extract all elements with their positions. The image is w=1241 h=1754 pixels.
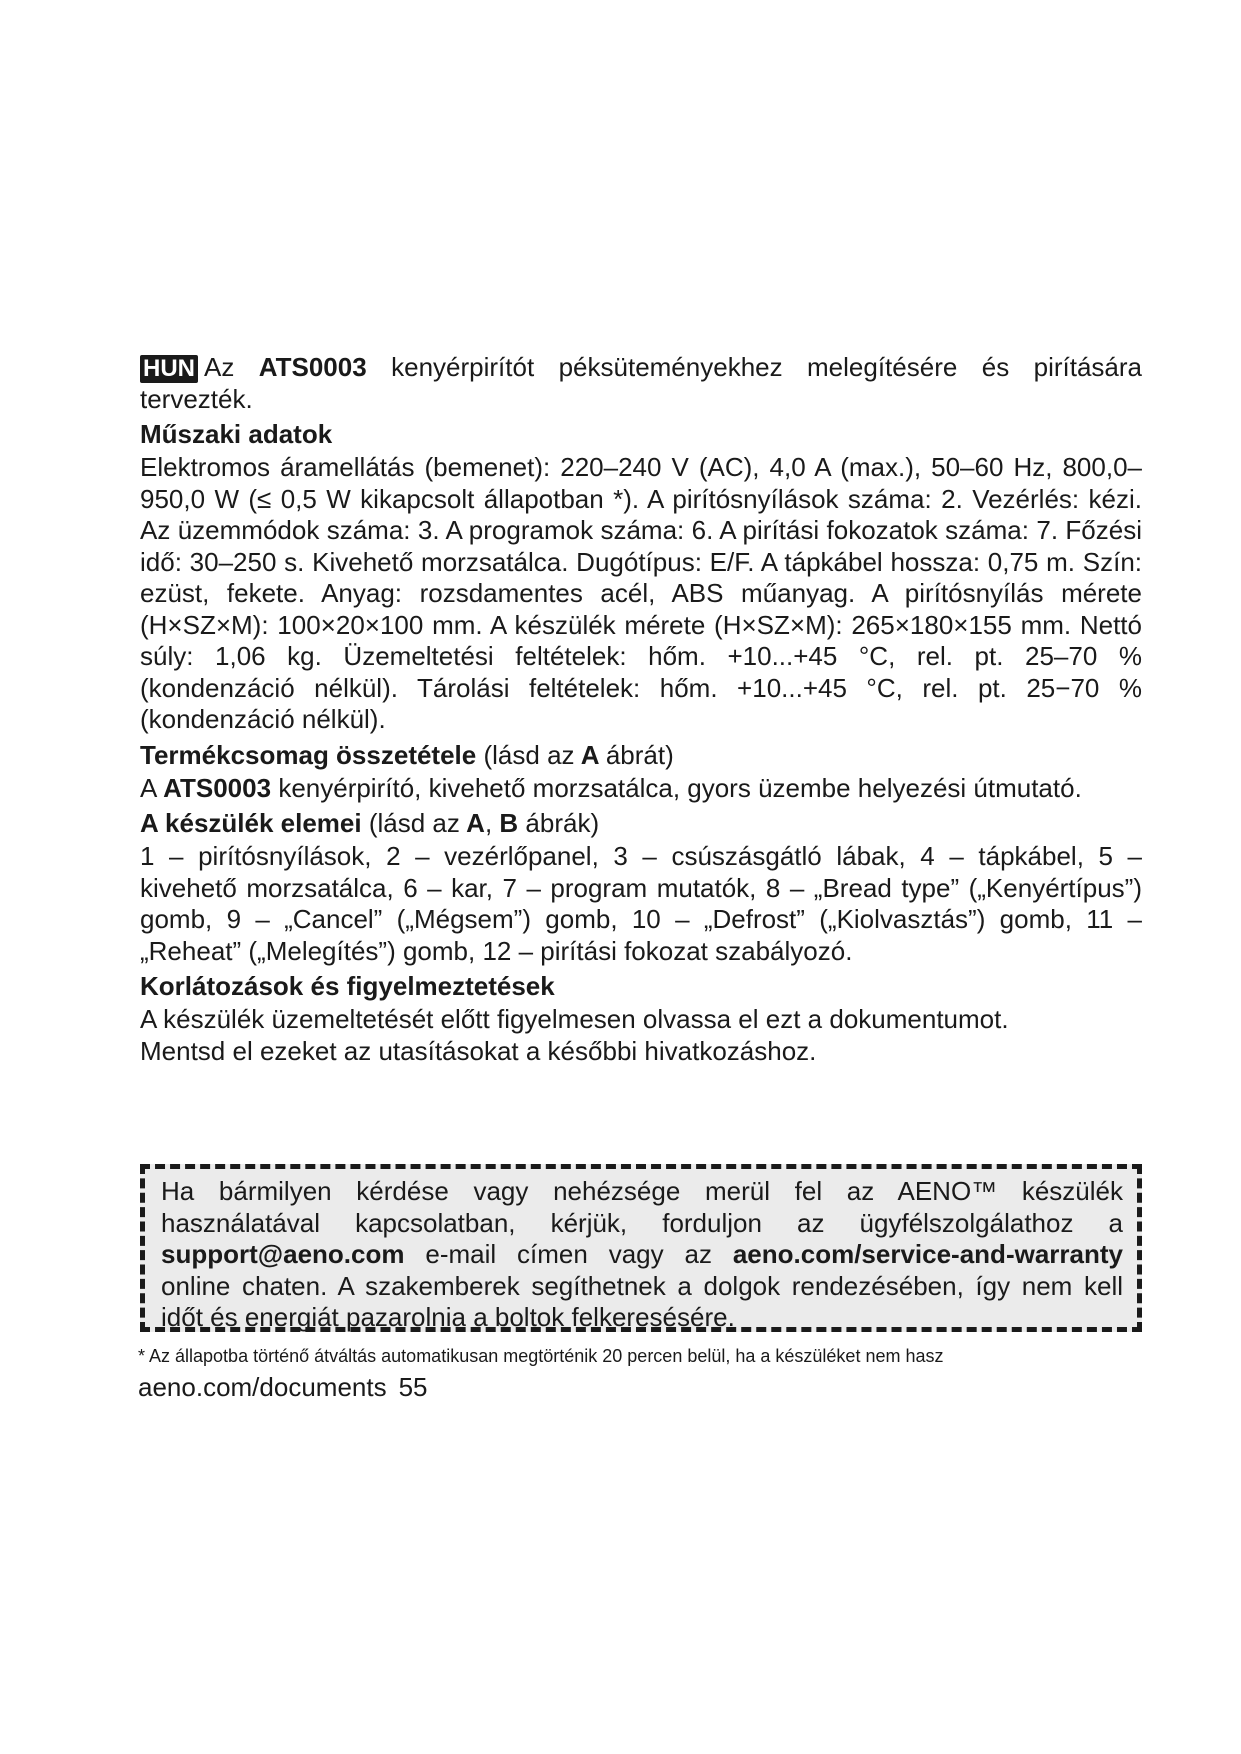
intro-text: kenyérpirítót péksüteményekhez melegítésére és pirítására tervezték. [140,352,1142,414]
document-body [140,352,1142,1067]
page-footer [138,1371,428,1403]
elements-ref-pre: (lásd az [368,808,460,838]
elements-ref-fig-a: A [466,808,485,838]
elements-ref-post: ábrák) [525,808,600,838]
service-warranty-link[interactable]: aeno.com/service-and-warranty [732,1239,1123,1269]
specs-heading: Műszaki adatok [140,419,333,449]
warnings-line-2: Mentsd el ezeket az utasításokat a későbbi hivatkozáshoz. [140,1035,817,1066]
footnote: * Az állapotba történő átváltás automatikusan megtörténik 20 percen belül, ha a készüléket nem hasz [138,1346,944,1366]
elements-ref-fig-b: B [499,808,519,838]
package-heading [140,739,1142,772]
elements-heading [140,807,1142,840]
notice-text-3: online chaten. A szakemberek segíthetnek a dolgok rendezésében, így nem kell időt és energiát pazarolnia a boltok felkeresésére. [161,1270,1123,1332]
elements-heading-title: A készülék elemei [140,808,362,838]
notice-text-2: e-mail címen vagy az [425,1239,712,1269]
package-ref-fig: A [580,739,599,770]
package-model: ATS0003 [163,772,272,803]
warnings-line-1: A készülék üzemeltetését előtt figyelmesen olvassa el ezt a dokumentumot. [140,1004,1009,1034]
package-pre: A [140,772,156,803]
warnings-heading: Korlátozások és figyelmeztetések [140,971,555,1001]
package-ref-pre: (lásd az [483,739,575,770]
package-heading-title: Termékcsomag összetétele [140,739,477,770]
support-notice-box [140,1164,1142,1332]
package-ref-post: ábrát) [605,739,674,770]
language-badge: HUN [140,355,198,383]
model-name: ATS0003 [258,352,367,382]
page-number: 55 [398,1372,428,1402]
notice-text-1: Ha bármilyen kérdése vagy nehézsége merül fel az AENO™ készülék használatával kapcsolatban, kérjük, forduljon az ügyfélszolgálathoz a [161,1176,1123,1238]
package-text: kenyérpirító, kivehető morzsatálca, gyors üzembe helyezési útmutató. [278,772,1082,803]
support-email-link[interactable]: support@aeno.com [161,1239,405,1269]
package-paragraph [140,773,1142,805]
intro-paragraph [140,352,1142,415]
elements-text: 1 – pirítósnyílások, 2 – vezérlőpanel, 3 – csúszásgátló lábak, 4 – tápkábel, 5 – kivehető morzsatálca, 6 – kar, 7 – program mutatók, 8 – „Bread type” („Kenyértípus”) gomb, 9 – „Cancel” („Mégsem”) gomb, 10 – „Defrost” („Kiolvasztás”) gomb, 11 – „Reheat” („Melegítés”) gomb, 12 – pirítási fokozat szabályozó. [140,841,1142,966]
specs-text: Elektromos áramellátás (bemenet): 220–240 V (AC), 4,0 A (max.), 50–60 Hz, 800,0–950,0 W (≤ 0,5 W kikapcsolt állapotban *). A pirítósnyílások száma: 2. Vezérlés: kézi. Az üzemmódok száma: 3. A programok száma: 6. A pirítási fokozatok száma: 7. Főzési idő: 30–250 s. Kivehető morzsatálca. Dugótípus: E/F. A tápkábel hossza: 0,75 m. Szín: ezüst, fekete. Anyag: rozsdamentes acél, ABS műanyag. A pirítósnyílás mérete (H×SZ×M): 100×20×100 mm. A készülék mérete (H×SZ×M): 265×180×155 mm. Nettó súly: 1,06 kg. Üzemeltetési feltételek: hőm. +10...+45 °C, rel. pt. 25–70 % (kondenzáció nélkül). Tárolási feltételek: hőm. +10...+45 °C, rel. pt. 25−70 % (kondenzáció nélkül). [140,452,1142,734]
documents-url[interactable]: aeno.com/documents [138,1372,387,1402]
elements-ref-sep: , [484,808,493,838]
intro-pre: Az [204,352,235,382]
